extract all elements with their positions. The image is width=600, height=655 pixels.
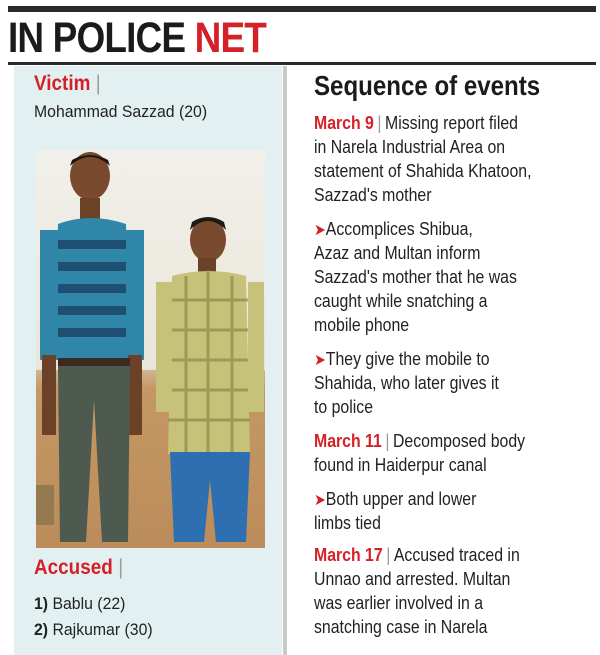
sequence-title: Sequence of events [314, 70, 541, 101]
bullet2-line-3: to police [314, 397, 374, 417]
march17-line-1: March 17 | Accused traced in [314, 545, 520, 565]
march11-line-2: found in Haiderpur canal [314, 455, 487, 475]
march17-date: March 17 [314, 545, 383, 565]
top-rule [8, 6, 596, 12]
accused-photo [36, 150, 265, 548]
arrow-icon: ➤ [314, 492, 326, 509]
bullet3-line-2: limbs tied [314, 513, 381, 533]
bullet1-line-4: caught while snatching a [314, 291, 488, 311]
accused-item-1: 1) Bablu (22) [34, 594, 126, 613]
headline-rule [8, 62, 596, 65]
victim-name: Mohammad Sazzad (20) [34, 102, 208, 121]
march9-line-3: statement of Shahida Khatoon, [314, 161, 532, 181]
accused-item-2: 2) Rajkumar (30) [34, 620, 153, 639]
accused-photo-illustration [36, 150, 265, 548]
march11-line-1: March 11 | Decomposed body [314, 431, 526, 451]
accused-label: Accused | [34, 556, 124, 579]
march9-line-2: in Narela Industrial Area on [314, 137, 506, 157]
bullet2-line-2: Shahida, who later gives it [314, 373, 499, 393]
arrow-icon: ➤ [314, 222, 326, 239]
march17-line-4: snatching case in Narela [314, 617, 488, 637]
march11-date: March 11 [314, 431, 382, 451]
victim-label: Victim | [34, 72, 101, 95]
left-panel [14, 66, 282, 655]
headline-part2: NET [194, 14, 266, 62]
march9-date: March 9 [314, 113, 374, 133]
march17-line-2: Unnao and arrested. Multan [314, 569, 511, 589]
headline [8, 14, 266, 62]
bullet3-line-1: ➤Both upper and lower [314, 489, 477, 509]
bullet1-line-1: ➤Accomplices Shibua, [314, 219, 473, 239]
bullet1-line-3: Sazzad's mother that he was [314, 267, 517, 287]
bullet2-line-1: ➤They give the mobile to [314, 349, 490, 369]
march9-line-4: Sazzad's mother [314, 185, 432, 205]
arrow-icon: ➤ [314, 352, 326, 369]
bullet1-line-5: mobile phone [314, 315, 410, 335]
headline-part1: IN POLICE [8, 14, 195, 62]
bullet1-line-2: Azaz and Multan inform [314, 243, 481, 263]
march17-line-3: was earlier involved in a [314, 593, 484, 613]
column-divider [283, 66, 287, 655]
march9-line-1: March 9 | Missing report filed [314, 113, 518, 133]
